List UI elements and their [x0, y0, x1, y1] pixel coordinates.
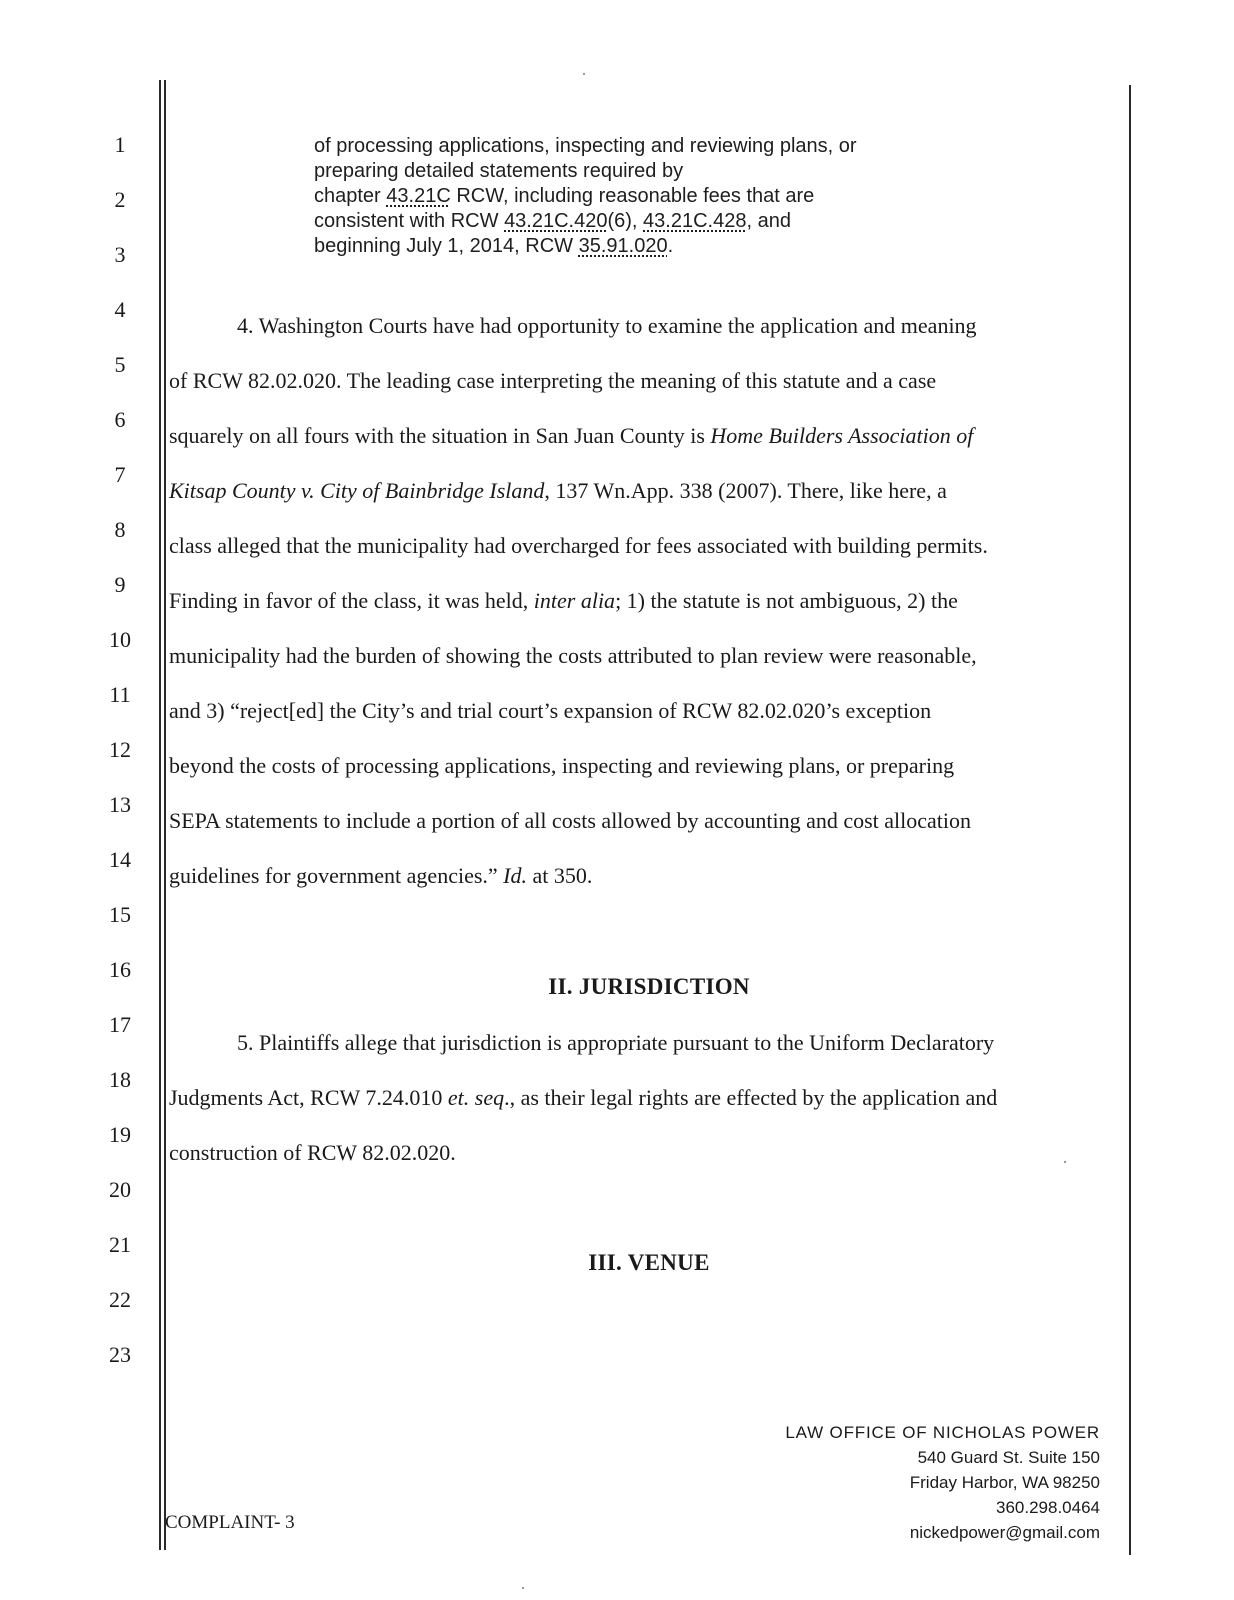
paragraph-4-line: municipality had the burden of showing the costs attributed to plan review were reasonable, [169, 643, 977, 668]
phone-number: 360.298.0464 [996, 1498, 1100, 1517]
document-page-label: COMPLAINT- 3 [165, 1512, 295, 1533]
line-number: 23 [109, 1342, 131, 1367]
right-margin-rule [1129, 85, 1131, 1555]
line-number: 12 [109, 737, 131, 762]
paragraph-4-line: class alleged that the municipality had overcharged for fees associated with building permits. [169, 533, 988, 558]
paragraph-4-line: 4. Washington Courts have had opportunity to examine the application and meaning [237, 313, 977, 338]
paragraph-4-line: beyond the costs of processing applications, inspecting and reviewing plans, or preparing [169, 753, 955, 778]
quote-line: consistent with RCW 43.21C.420(6), 43.21C.428, and [314, 210, 791, 232]
line-number: 10 [109, 627, 131, 652]
line-number: 20 [109, 1177, 131, 1202]
quote-line: beginning July 1, 2014, RCW 35.91.020. [314, 235, 674, 257]
statute-link[interactable]: 43.21C.420 [504, 210, 608, 232]
case-name: Home Builders Association of [710, 423, 974, 448]
line-number: 13 [109, 792, 131, 817]
statute-link[interactable]: 43.21C [386, 185, 451, 207]
line-number: 3 [114, 242, 126, 267]
line-number: 22 [109, 1287, 131, 1312]
line-number: 16 [109, 957, 131, 982]
scan-speck [522, 1587, 524, 1589]
address-line-1: 540 Guard St. Suite 150 [917, 1448, 1100, 1467]
line-number: 11 [109, 682, 131, 707]
line-number: 17 [109, 1012, 131, 1037]
left-margin-rule-outer [159, 80, 161, 1550]
paragraph-4-line: guidelines for government agencies.” Id. at 350. [169, 863, 593, 888]
quote-line: chapter 43.21C RCW, including reasonable fees that are [314, 185, 815, 207]
paragraph-4-line: and 3) “reject[ed] the City’s and trial court’s expansion of RCW 82.02.020’s exception [169, 698, 932, 723]
line-number: 21 [109, 1232, 131, 1257]
address-line-2: Friday Harbor, WA 98250 [909, 1473, 1100, 1492]
quote-line: preparing detailed statements required by [314, 160, 684, 182]
left-margin-rule-inner [164, 80, 166, 1550]
scan-speck [1064, 1161, 1066, 1163]
statute-link[interactable]: 43.21C.428 [643, 210, 747, 232]
line-number: 2 [114, 187, 126, 212]
scan-speck [583, 73, 585, 75]
statute-link[interactable]: 35.91.020 [578, 235, 668, 257]
section-heading-jurisdiction: II. JURISDICTION [548, 974, 750, 999]
section-heading-venue: III. VENUE [588, 1250, 710, 1275]
line-number: 7 [114, 462, 126, 487]
line-number: 8 [114, 517, 126, 542]
statute-quotation [314, 134, 974, 259]
paragraph-5-line: construction of RCW 82.02.020. [169, 1140, 456, 1165]
line-number: 15 [109, 902, 131, 927]
line-number: 6 [114, 407, 126, 432]
line-number: 9 [114, 572, 126, 597]
paragraph-4-line: squarely on all fours with the situation in San Juan County is Home Builders Association of [169, 423, 974, 448]
line-number: 14 [109, 847, 131, 872]
case-name: Kitsap County v. City of Bainbridge Island [169, 478, 545, 503]
firm-name: LAW OFFICE OF NICHOLAS POWER [785, 1423, 1100, 1442]
line-number: 1 [114, 132, 126, 157]
quote-line: of processing applications, inspecting and reviewing plans, or [314, 135, 857, 157]
paragraph-4-line: Finding in favor of the class, it was held, inter alia; 1) the statute is not ambiguous, 2) the [169, 588, 958, 613]
line-number: 5 [114, 352, 126, 377]
paragraph-4-line: of RCW 82.02.020. The leading case interpreting the meaning of this statute and a case [169, 368, 937, 393]
email-address[interactable]: nickedpower@gmail.com [909, 1523, 1100, 1542]
paragraph-4-line: SEPA statements to include a portion of all costs allowed by accounting and cost allocation [169, 808, 972, 833]
paragraph-5-line: Judgments Act, RCW 7.24.010 et. seq., as their legal rights are effected by the application and [169, 1085, 998, 1110]
line-number: 18 [109, 1067, 131, 1092]
line-number: 4 [114, 297, 126, 322]
line-number: 19 [109, 1122, 131, 1147]
paragraph-5-line: 5. Plaintiffs allege that jurisdiction is appropriate pursuant to the Uniform Declaratory [237, 1030, 995, 1055]
law-office-block [690, 1420, 1100, 1545]
paragraph-4-line: Kitsap County v. City of Bainbridge Island, 137 Wn.App. 338 (2007). There, like here, a [169, 478, 947, 503]
